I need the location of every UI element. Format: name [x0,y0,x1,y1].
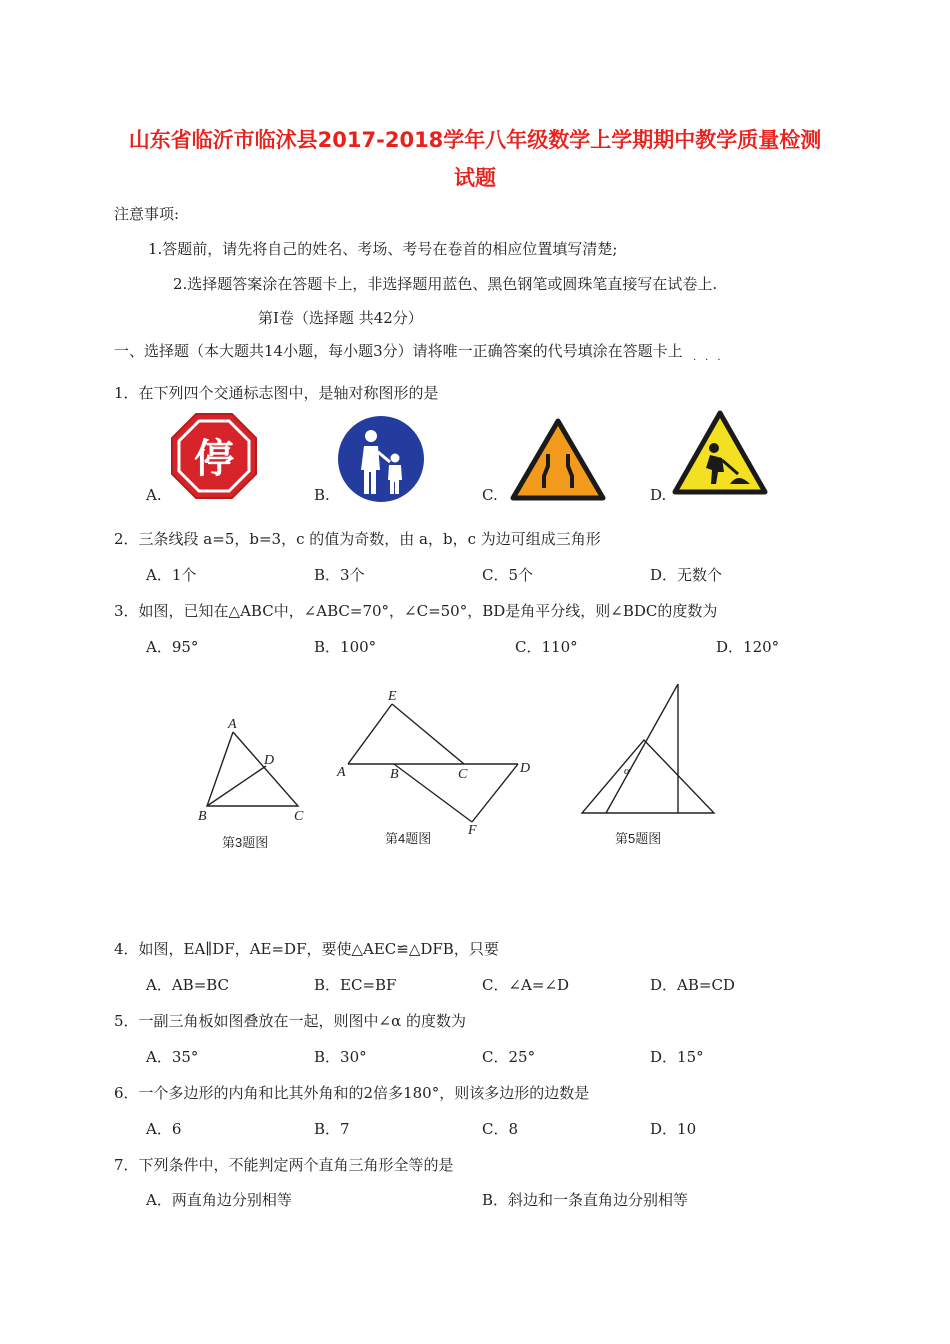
fig4-label-d: D [520,761,531,776]
volume-title: 第Ⅰ卷（选择题 共42分） [258,309,423,327]
q2-option-d: D．无数个 [650,566,723,584]
stop-sign-text: 停 [194,436,234,482]
q5-option-b: B．30° [314,1048,367,1066]
question-1: 1．在下列四个交通标志图中，是轴对称图形的是 [114,384,439,402]
q4-option-b: B．EC=BF [314,976,397,994]
notice-item-1: 1.答题前，请先将自己的姓名、考场、考号在卷首的相应位置填写清楚; [148,240,618,258]
pedestrian-sign-icon [336,414,426,504]
fig4-label-f: F [468,823,477,838]
question-4: 4．如图，EA∥DF，AE=DF，要使△AEC≌△DFB，只要 [114,940,499,958]
q1-option-b: B. [314,486,330,504]
fig4-label-a: A [337,765,346,780]
q5-option-d: D．15° [650,1048,704,1066]
q7-option-a: A．两直角边分别相等 [146,1191,292,1209]
figure-3-caption: 第3题图 [222,835,269,850]
fig4-label-c: C [458,767,468,782]
q2-option-c: C．5个 [482,566,534,584]
figure-5-set-squares [578,680,718,820]
fig4-label-b: B [390,767,399,782]
q5-option-c: C．25° [482,1048,536,1066]
doc-title-line2: 试题 [454,166,496,190]
q6-option-b: B．7 [314,1120,350,1138]
section-heading: 一、选择题（本大题共14小题，每小题3分）请将唯一正确答案的代号填涂在答题卡上 [114,342,683,360]
figure-3-triangle [190,710,320,830]
question-5: 5．一副三角板如图叠放在一起，则图中∠α 的度数为 [114,1012,467,1030]
emphasis-dots: ··· [693,355,730,366]
fig3-label-d: D [264,753,275,768]
figure-4-diagram [332,688,542,838]
q6-option-d: D．10 [650,1120,697,1138]
q1-option-c: C. [482,486,498,504]
q2-option-b: B．3个 [314,566,365,584]
q4-option-a: A．AB=BC [146,976,230,994]
notice-item-2: 2.选择题答案涂在答题卡上，非选择题用蓝色、黑色钢笔或圆珠笔直接写在试卷上. [173,275,718,293]
fig3-label-b: B [198,809,207,824]
q4-option-c: C．∠A=∠D [482,976,570,994]
figure-4-caption: 第4题图 [385,831,432,846]
road-work-sign-icon [672,410,768,496]
road-narrows-sign-icon [510,418,606,502]
notice-heading: 注意事项: [114,205,180,223]
q3-option-d: D．120° [716,638,780,656]
fig3-label-a: A [228,717,237,732]
q6-option-c: C．8 [482,1120,519,1138]
q1-option-a: A. [146,486,162,504]
question-2: 2．三条线段 a=5，b=3，c 的值为奇数，由 a，b，c 为边可组成三角形 [114,530,601,548]
q3-option-b: B．100° [314,638,377,656]
fig5-label-alpha: α [624,765,630,777]
question-7: 7．下列条件中，不能判定两个直角三角形全等的是 [114,1156,454,1174]
q7-option-b: B．斜边和一条直角边分别相等 [482,1191,689,1209]
figure-5-caption: 第5题图 [615,831,662,846]
q3-option-a: A．95° [146,638,199,656]
question-3: 3．如图，已知在△ABC中，∠ABC=70°，∠C=50°，BD是角平分线，则∠BDC的度数为 [114,602,718,620]
fig4-label-e: E [388,689,397,704]
q6-option-a: A．6 [146,1120,182,1138]
fig3-label-c: C [294,809,304,824]
question-6: 6．一个多边形的内角和比其外角和的2倍多180°，则该多边形的边数是 [114,1084,590,1102]
q4-option-d: D．AB=CD [650,976,735,994]
doc-title-line1: 山东省临沂市临沭县2017-2018学年八年级数学上学期期中教学质量检测 [128,128,822,152]
q5-option-a: A．35° [146,1048,199,1066]
stop-sign-icon [170,412,258,500]
q2-option-a: A．1个 [146,566,197,584]
q1-option-d: D. [650,486,667,504]
q3-option-c: C．110° [515,638,578,656]
